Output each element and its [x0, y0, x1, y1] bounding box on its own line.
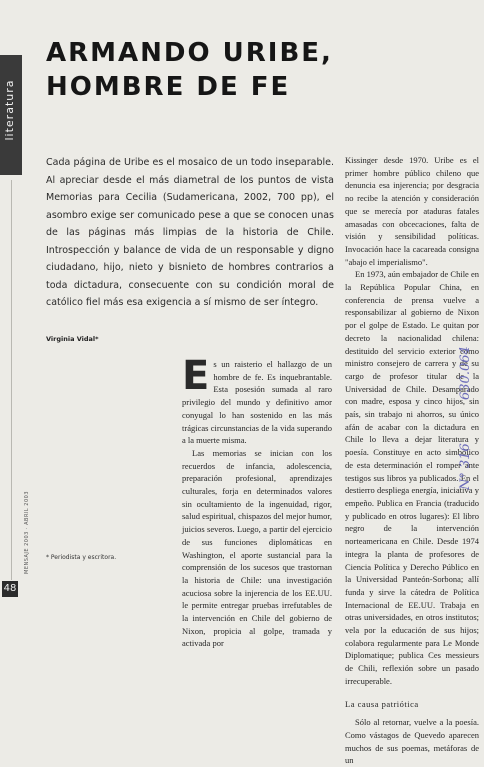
issue-meta: MENSAJE 2003 · ABRIL 2003 — [24, 490, 30, 574]
section-subhead: La causa patriótica — [345, 698, 419, 709]
author-byline: Virginia Vidal* — [46, 335, 99, 343]
drop-cap: E — [182, 353, 210, 399]
article-lead: Cada página de Uribe es el mosaico de un todo inseparable. Al apreciar desde el más diametral de los puntos de vista Memorias para Cecilia (Sudamericana, 2002, 700 pp), el asombro exige ser comunicado pese a que se conocen unas de las páginas más limpias de la historia de Chile. Introspección y balance de vida de un responsable y digno ciudadano, hijo, nieto y bisnieto de hombres contrarios a toda dictadura, consecuente con su condición moral de católico fiel más esa exigencia a sí mismo de ser íntegro. — [46, 157, 334, 308]
handwritten-catalog-number: 630.064 — [458, 346, 473, 400]
margin-rule — [11, 180, 12, 580]
author-footnote: * Periodista y escritora. — [46, 554, 117, 561]
article-title — [46, 36, 376, 104]
title-line-1: ARMANDO URIBE, — [46, 38, 333, 68]
body-paragraph: Kissinger desde 1970. Uribe es el primer hombre público chileno que denuncia esa injerencia; por desgracia no recibe la atención y consideración que se merecía por ataduras fatales amasadas con obcecaciones, falta de visión y sensibilidad políticas. Invocación hace la cacareada consigna "abajo el imperialismo". — [345, 155, 479, 267]
section-label: literatura — [3, 79, 16, 141]
paragraph-text: s un raisterio el hallazgo de un hombre de fe. Es inquebrantable. Esta posesión sumada al raro privilegio del mundo y definitivo amor conyugal lo han sostenido en las más trágicas circunstancias de la vida superando a la muerte misma. — [182, 359, 332, 446]
body-paragraph: Sólo al retornar, vuelve a la poesía. Como vástagos de Quevedo aparecen muchos de sus poemas, metáforas de un — [345, 717, 479, 766]
body-column-middle — [182, 353, 332, 650]
body-paragraph: Las memorias se inician con los recuerdos de infancia, adolescencia, preparación profesional, aprendizajes culturales, forja en determinados valores sin ocultamiento de la ingenuidad, rigor, salud espiritual, chispazos del mejor humor, juicios severos. Luego, a partir del ejercicio de sus funciones diplomáticas en Washington, el aporte sustancial para la comprensión de los sucesos que trastornan la historia de Chile: una investigación acuciosa sobre la injerencia de los EE.UU. le permite entregar pruebas irrefutables de la intervención en Chile del gobierno de Nixon, propicia al golpe, tramada y activada por — [182, 447, 332, 649]
handwritten-issue-number: N° 316 — [458, 443, 473, 490]
body-paragraph — [182, 353, 332, 447]
page-number: 48 — [2, 581, 18, 597]
title-line-2: HOMBRE DE FE — [46, 72, 291, 102]
body-paragraph: En 1973, aún embajador de Chile en la República Popular China, en conferencia de prensa vuelve a responsabilizar al gobierno de Nixon por el golpe de Estado. Le quitan por decreto la nacionalidad chilena: destituido del servicio exterior como ministro consejero de carrera y de su cargo de profesor titular de la Universidad de Chile. Desamparado con madre, esposa y cinco hijos, sin país, sin trabajo ni ahorros, su único afán de acabar con la dictadura en Chile lo lleva a dejar literatura y poesía. Constituye en acto simbólico de esta determinación el romper ante testigos sus libros ya publicados. En el destierro despliega energía, iniciativa y empeño. Publica en Francia (traducido y publicado en otros lugares): El libro negro de la intervención norteamericana en Chile. Desde 1974 integra la planta de profesores de Ciencia Política y Derecho Público en la Universidad Panteón-Sorbona; allí funda y sirve la cátedra de Política Internacional de EE.UU. Trabaja en otras universidades, en otros institutos; vela por la educación de sus hijos; colabora regularmente para Le Monde Diplomatique; publica Ces messieurs de Chili, reflexión sobre un pasado irrecuperable. — [345, 269, 479, 686]
